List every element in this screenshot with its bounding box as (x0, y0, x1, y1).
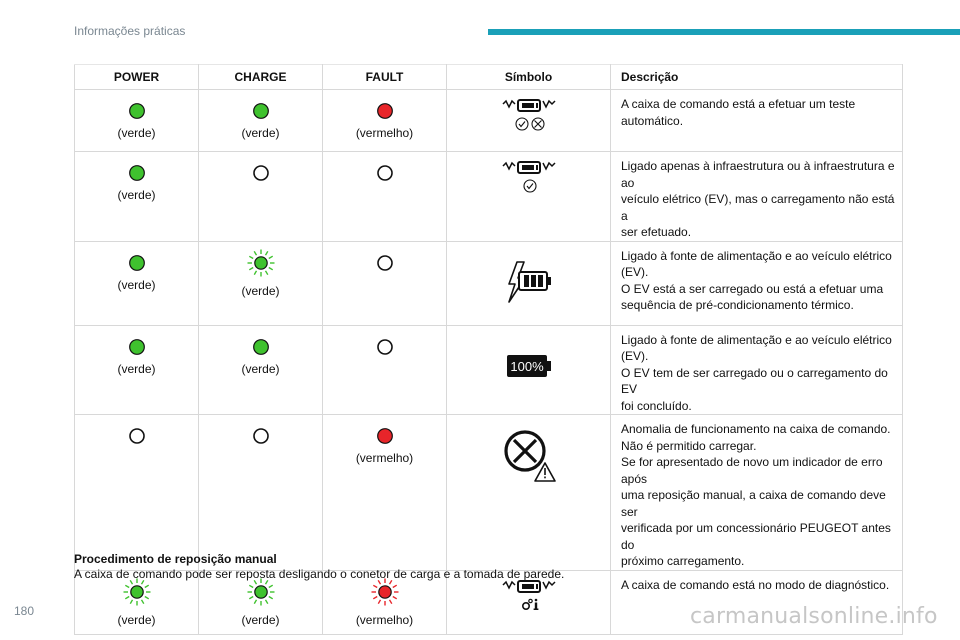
led-charge-blink-icon (246, 248, 276, 278)
watermark: carmanualsonline.info (690, 604, 938, 629)
cell-description (611, 241, 903, 325)
cell-description (611, 325, 903, 415)
cell-power (75, 325, 199, 415)
cell-description (611, 415, 903, 571)
description-line: Ligado apenas à infraestrutura ou à infraestrutura e ao (621, 159, 895, 190)
led-fault-on-icon (376, 102, 394, 120)
table-row (75, 152, 903, 242)
led-color-label: (verde) (241, 126, 280, 140)
led-charge-on-icon (252, 102, 270, 120)
description-line: A caixa de comando está a efetuar um teste (621, 97, 856, 111)
led-color-label: (verde) (117, 361, 156, 376)
led-charge-off-icon (252, 164, 270, 182)
description-line: O EV está a ser carregado ou está a efetuar uma (621, 281, 884, 296)
led-power-on-icon (128, 102, 146, 120)
description-line: (EV). (621, 349, 649, 363)
led-fault-blink-icon (370, 577, 400, 607)
description-line: Ligado à fonte de alimentação e ao veículo elétrico (621, 248, 892, 263)
description-line: veículo elétrico (EV), mas o carregamento não está a (621, 192, 895, 223)
section-body: A caixa de comando pode ser reposta desligando o conetor de carga e a tomada de parede. (74, 567, 565, 581)
cell-fault (323, 152, 447, 242)
description-line: automático. (621, 113, 684, 128)
cell-power (75, 241, 199, 325)
battery-charging-icon (505, 260, 553, 304)
indicator-table (74, 64, 903, 635)
led-fault-off-icon (376, 338, 394, 356)
column-header-fault: FAULT (323, 65, 447, 90)
led-power-on-icon (128, 164, 146, 182)
cell-description (611, 90, 903, 152)
section-title: Procedimento de reposição manual (74, 552, 277, 566)
led-power-off-icon (128, 427, 146, 445)
led-fault-on-icon (376, 427, 394, 445)
description-line: Se for apresentado de novo um indicador de erro após (621, 455, 883, 486)
cell-symbol (447, 90, 611, 152)
description-line: foi concluído. (621, 398, 692, 413)
led-color-label: (verde) (117, 126, 156, 140)
cell-charge (199, 325, 323, 415)
control-box-diagnostic-icon (498, 579, 560, 613)
cell-charge (199, 415, 323, 571)
cell-fault (323, 90, 447, 152)
description-line: Anomalia de funcionamento na caixa de comando. (621, 422, 891, 436)
led-power-blink-icon (122, 577, 152, 607)
cell-fault (323, 325, 447, 415)
led-power-on-icon (128, 254, 146, 272)
led-color-label: (verde) (117, 612, 156, 627)
header-accent-bar (488, 29, 960, 35)
table-row (75, 325, 903, 415)
column-header-description: Descrição (611, 65, 903, 90)
table-row (75, 90, 903, 152)
led-charge-on-icon (252, 338, 270, 356)
led-color-label: (vermelho) (355, 612, 414, 627)
led-color-label: (verde) (117, 188, 156, 202)
description-line: uma reposição manual, a caixa de comando deve ser (621, 488, 886, 519)
led-color-label: (verde) (241, 283, 280, 298)
page-header-title: Informações práticas (74, 24, 186, 38)
column-header-symbol: Símbolo (447, 65, 611, 90)
control-box-test-icon (498, 98, 560, 132)
led-color-label: (verde) (117, 277, 156, 292)
description-line: ser efetuado. (621, 225, 692, 239)
description-line: O EV tem de ser carregado ou o carregamento do EV (621, 365, 888, 396)
cell-symbol (447, 415, 611, 571)
cell-fault (323, 241, 447, 325)
cell-symbol (447, 325, 611, 415)
column-header-power: POWER (75, 65, 199, 90)
cell-charge (199, 241, 323, 325)
table-header-row (75, 65, 903, 90)
column-header-charge: CHARGE (199, 65, 323, 90)
description-line: próximo carregamento. (621, 554, 745, 568)
control-box-ready-icon (498, 160, 560, 194)
table-row (75, 241, 903, 325)
led-color-label: (vermelho) (355, 126, 414, 140)
led-charge-off-icon (252, 427, 270, 445)
led-color-label: (verde) (241, 361, 280, 376)
description-line: verificada por um concessionário PEUGEOT antes do (621, 521, 891, 552)
cell-power (75, 152, 199, 242)
led-color-label: (vermelho) (355, 451, 414, 465)
cell-power (75, 90, 199, 152)
table-row (75, 415, 903, 571)
led-fault-off-icon (376, 254, 394, 272)
cell-symbol (447, 152, 611, 242)
cell-charge (199, 90, 323, 152)
page-number: 180 (14, 604, 35, 618)
led-power-on-icon (128, 338, 146, 356)
fault-warning-icon (501, 427, 557, 483)
led-fault-off-icon (376, 164, 394, 182)
description-line: (EV). (621, 265, 649, 279)
cell-symbol (447, 241, 611, 325)
description-line: sequência de pré-condicionamento térmico. (621, 298, 854, 312)
cell-power (75, 415, 199, 571)
led-charge-blink-icon (246, 577, 276, 607)
description-line: A caixa de comando está no modo de diagnóstico. (621, 577, 890, 592)
description-line: Não é permitido carregar. (621, 438, 757, 453)
battery-full-icon (506, 354, 552, 378)
cell-charge (199, 152, 323, 242)
cell-description (611, 152, 903, 242)
battery-percentage-label: 100% (509, 358, 544, 374)
description-line: Ligado à fonte de alimentação e ao veículo elétrico (621, 332, 892, 347)
cell-fault (323, 415, 447, 571)
led-color-label: (verde) (241, 612, 280, 627)
